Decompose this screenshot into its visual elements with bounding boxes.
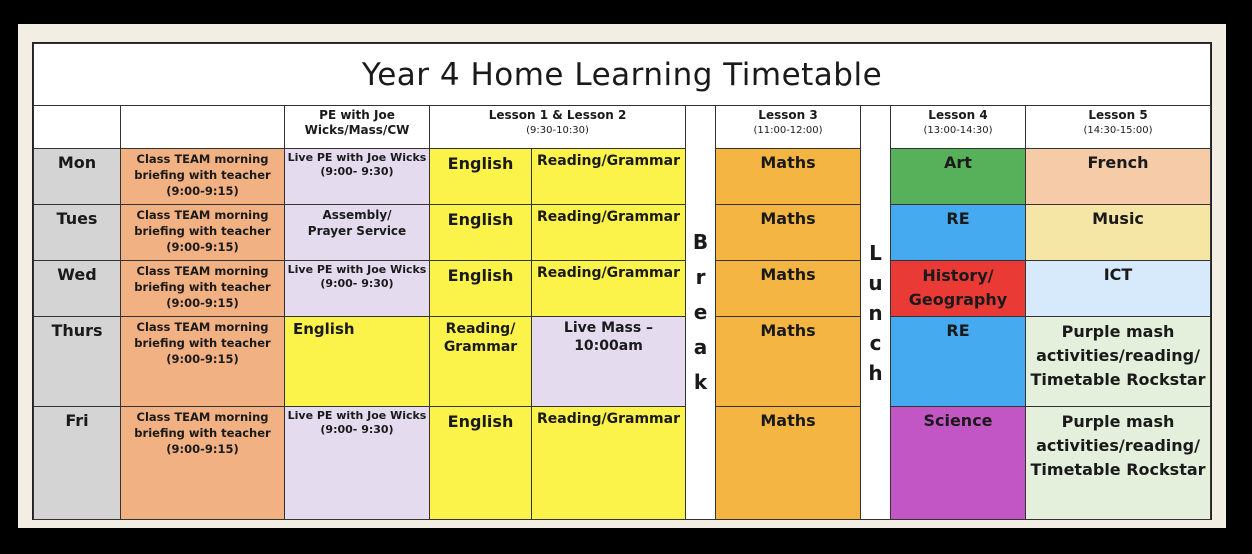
lesson-1-cell: English <box>430 149 532 205</box>
lesson-5-cell: French <box>1026 149 1211 205</box>
reading-grammar-cell <box>430 317 532 407</box>
header-lesson-3-time: (11:00-12:00) <box>753 125 823 136</box>
day-label: Tues <box>34 205 121 261</box>
lesson-5-line: Timetable Rockstar <box>1030 460 1206 479</box>
briefing-time: (9:00-9:15) <box>166 184 239 198</box>
briefing-line: Class TEAM morning <box>136 264 269 278</box>
briefing-line: Class TEAM morning <box>136 410 269 424</box>
briefing-time: (9:00-9:15) <box>166 296 239 310</box>
pe-label: Live PE with Joe Wicks <box>287 151 427 164</box>
pe-time: (9:00- 9:30) <box>320 277 394 290</box>
lesson-4-cell: Science <box>891 407 1026 520</box>
day-label: Mon <box>34 149 121 205</box>
lesson-3-cell: Maths <box>716 407 861 520</box>
header-lesson-1-2-label: Lesson 1 & Lesson 2 <box>488 108 627 122</box>
timetable <box>33 43 1211 520</box>
briefing-line: Class TEAM morning <box>136 320 269 334</box>
lesson-5-cell <box>1026 317 1211 407</box>
briefing-cell <box>121 407 285 520</box>
briefing-line: briefing with teacher <box>134 426 271 440</box>
pe-cell <box>285 205 430 261</box>
briefing-cell <box>121 205 285 261</box>
lesson-4-line: History/ <box>922 266 994 285</box>
lesson-4-line: Geography <box>908 290 1008 309</box>
live-mass-line: Live Mass – <box>563 320 654 336</box>
lunch-column <box>861 106 891 520</box>
pe-cell <box>285 407 430 520</box>
briefing-time: (9:00-9:15) <box>166 442 239 456</box>
header-day-blank <box>34 106 121 149</box>
lesson-3-cell: Maths <box>716 317 861 407</box>
lesson-4-cell <box>891 261 1026 317</box>
break-letter: r <box>695 265 706 289</box>
english-cell: English <box>285 317 430 407</box>
break-letter: a <box>693 335 708 359</box>
lesson-3-cell: Maths <box>716 205 861 261</box>
lesson-5-cell: Music <box>1026 205 1211 261</box>
header-lesson-5 <box>1026 106 1211 149</box>
briefing-line: briefing with teacher <box>134 336 271 350</box>
break-letter: e <box>693 300 708 324</box>
table-row <box>34 149 1211 205</box>
table-row <box>34 407 1211 520</box>
lesson-1-cell: English <box>430 261 532 317</box>
lesson-5-cell <box>1026 407 1211 520</box>
header-pe-label: PE with Joe Wicks/Mass/CW <box>304 108 410 137</box>
header-lesson-1-2 <box>430 106 686 149</box>
lesson-4-cell: RE <box>891 205 1026 261</box>
lesson-5-line: activities/reading/ <box>1036 436 1200 455</box>
lesson-1-cell: English <box>430 407 532 520</box>
reading-grammar-line: Reading/ <box>445 321 516 337</box>
lesson-5-line: Timetable Rockstar <box>1030 370 1206 389</box>
header-briefing-blank <box>121 106 285 149</box>
briefing-line: briefing with teacher <box>134 224 271 238</box>
lunch-letter: c <box>869 330 882 355</box>
briefing-time: (9:00-9:15) <box>166 352 239 366</box>
reading-grammar-line: Grammar <box>443 339 518 355</box>
lunch-letter: L <box>869 240 882 265</box>
header-lesson-4 <box>891 106 1026 149</box>
day-label: Thurs <box>34 317 121 407</box>
lesson-4-cell: RE <box>891 317 1026 407</box>
lesson-2-cell: Reading/Grammar <box>532 261 686 317</box>
pe-time: (9:00- 9:30) <box>320 165 394 178</box>
lesson-1-cell: English <box>430 205 532 261</box>
lesson-4-cell: Art <box>891 149 1026 205</box>
day-label: Fri <box>34 407 121 520</box>
pe-label: Assembly/ <box>322 208 392 222</box>
header-lesson-1-2-time: (9:30-10:30) <box>526 125 589 136</box>
table-row <box>34 205 1211 261</box>
table-row <box>34 261 1211 317</box>
lesson-5-line: Purple mash <box>1061 412 1175 431</box>
header-lesson-4-time: (13:00-14:30) <box>923 125 993 136</box>
briefing-cell <box>121 317 285 407</box>
lesson-2-cell: Reading/Grammar <box>532 407 686 520</box>
lunch-letter: n <box>868 300 883 325</box>
lesson-2-cell: Reading/Grammar <box>532 205 686 261</box>
header-pe <box>285 106 430 149</box>
briefing-line: briefing with teacher <box>134 168 271 182</box>
live-mass-line: 10:00am <box>574 338 643 354</box>
header-lesson-3-label: Lesson 3 <box>758 108 818 122</box>
pe-cell <box>285 261 430 317</box>
lesson-3-cell: Maths <box>716 149 861 205</box>
lunch-letter: u <box>868 270 883 295</box>
day-label: Wed <box>34 261 121 317</box>
briefing-cell <box>121 149 285 205</box>
lunch-letter: h <box>868 360 883 385</box>
lesson-3-cell: Maths <box>716 261 861 317</box>
pe-label: Live PE with Joe Wicks <box>287 409 427 422</box>
pe-time: (9:00- 9:30) <box>320 423 394 436</box>
briefing-line: Class TEAM morning <box>136 152 269 166</box>
live-mass-cell <box>532 317 686 407</box>
break-letter: B <box>692 230 709 254</box>
table-row <box>34 317 1211 407</box>
timetable-sheet <box>32 42 1212 520</box>
break-column <box>686 106 716 520</box>
briefing-line: Class TEAM morning <box>136 208 269 222</box>
briefing-cell <box>121 261 285 317</box>
header-lesson-5-label: Lesson 5 <box>1088 108 1148 122</box>
pe-label: Live PE with Joe Wicks <box>287 263 427 276</box>
header-lesson-3 <box>716 106 861 149</box>
lesson-5-line: Purple mash <box>1061 322 1175 341</box>
briefing-time: (9:00-9:15) <box>166 240 239 254</box>
header-row <box>34 106 1211 149</box>
break-letter: k <box>693 370 708 394</box>
header-lesson-4-label: Lesson 4 <box>928 108 988 122</box>
pe-cell <box>285 149 430 205</box>
briefing-line: briefing with teacher <box>134 280 271 294</box>
pe-time: Prayer Service <box>307 224 407 238</box>
lesson-5-line: activities/reading/ <box>1036 346 1200 365</box>
lesson-5-cell: ICT <box>1026 261 1211 317</box>
page-title: Year 4 Home Learning Timetable <box>34 44 1211 106</box>
lesson-2-cell: Reading/Grammar <box>532 149 686 205</box>
header-lesson-5-time: (14:30-15:00) <box>1083 125 1153 136</box>
